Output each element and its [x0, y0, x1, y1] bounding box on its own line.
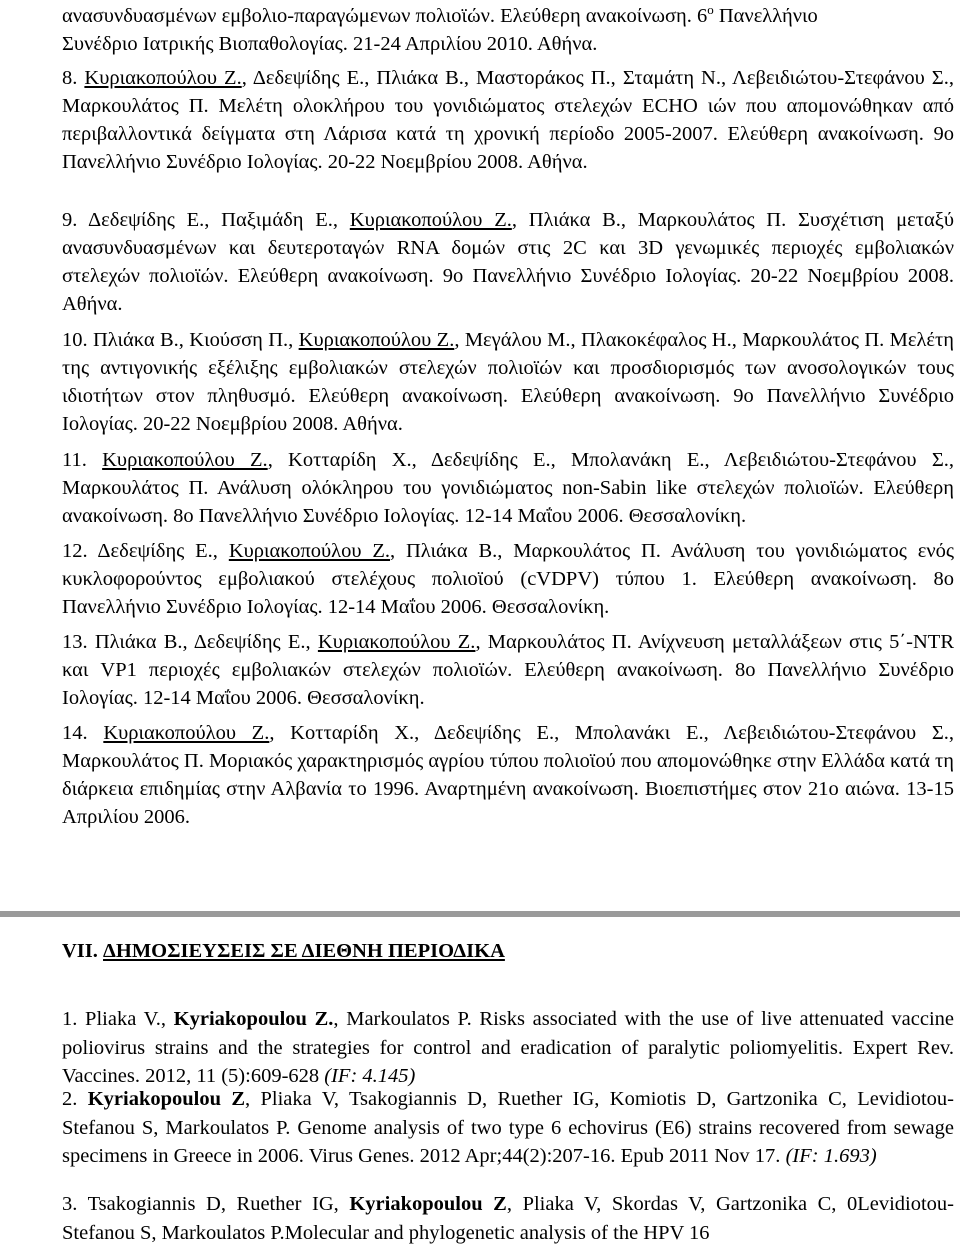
reference-13: [62, 628, 954, 712]
reference-number: 13.: [62, 631, 88, 653]
author-highlight: Κυριακοπούλου Ζ.: [84, 67, 242, 89]
reference-text: , Κοτταρίδη Χ., Δεδεψίδης Ε., Μπολανάκι Ε., Λεβειδιώτου-Στεφάνου Σ., Μαρκουλάτος Π. Μοριακός χαρακτηρισμός αγρίου τύπου πολιοϊού που απομονώθηκε στην Ελλάδα κατά τη διάρκεια επιδημίας στην Αλβανία το 1996. Αναρτημένη ανακοίνωση. Βιοεπιστήμες στον 21ο αιώνα. 13-15 Απριλίου 2006.: [62, 722, 955, 828]
impact-factor: (IF: 4.145): [324, 1065, 416, 1087]
reference-number: 8.: [62, 67, 78, 89]
reference-number: 9.: [62, 209, 78, 231]
section-title: ΔΗΜΟΣΙΕΥΣΕΙΣ ΣΕ ΔΙΕΘΝΗ ΠΕΡΙΟΔΙΚΑ: [103, 940, 505, 962]
reference-text: , Κοτταρίδη Χ., Δεδεψίδης Ε., Μπολανάκη Ε., Λεβειδιώτου-Στεφάνου Σ., Μαρκουλάτος Π. Ανάλυση ολόκληρου του γονιδιώματος non-Sabin like στελεχών πολιοϊών. Ελεύθερη ανακοίνωση. 8ο Πανελλήνιο Συνέδριο Ιολογίας. 12-14 Μαΐου 2006. Θεσσαλονίκη.: [62, 449, 954, 527]
author-highlight: Kyriakopoulou Z: [87, 1088, 246, 1110]
reference-7-continuation: [62, 2, 954, 58]
intro-text: ανασυνδυασμένων εμβολιο-παραγώμενων πολιοϊών. Ελεύθερη ανακοίνωση. 6: [62, 5, 708, 27]
reference-authors: Δεδεψίδης Ε.,: [97, 540, 229, 562]
reference-14: [62, 719, 954, 831]
publication-text: , Pliaka V, Tsakogiannis D, Ruether IG, Komiotis D, Gartzonika C, Levidiotou-Stefanou S, Markoulatos P. Genome analysis of two type 6 echovirus (E6) strains recovered from sewage specimens in Greece in 2006. Virus Genes. 2012 Apr;44(2):207-16. Epub 2011 Nov 17.: [62, 1088, 955, 1167]
publication-authors: Tsakogiannis D, Ruether IG,: [87, 1193, 350, 1215]
author-highlight: Κυριακοπούλου Ζ.: [349, 209, 512, 231]
publication-number: 3.: [62, 1193, 78, 1215]
section-divider: [0, 911, 960, 917]
publication-text: , Markoulatos P. Risks associated with the use of live attenuated vaccine poliovirus strains and the strategies for control and eradication of paralytic poliomyelitis. Expert Rev. Vaccines. 2012, 11 (5):609-628: [62, 1008, 954, 1087]
reference-number: 10.: [62, 329, 88, 351]
publication-3: [62, 1190, 954, 1247]
reference-8: [62, 64, 954, 176]
reference-12: [62, 537, 954, 621]
publication-authors: Pliaka V.,: [85, 1008, 174, 1030]
author-highlight: Κυριακοπούλου Ζ.: [103, 722, 270, 744]
author-highlight: Kyriakopoulou Z: [349, 1193, 507, 1215]
publication-1-text: [62, 1005, 954, 1091]
author-highlight: Κυριακοπούλου Ζ.: [298, 329, 455, 351]
publication-number: 1.: [62, 1008, 78, 1030]
impact-factor: (IF: 1.693): [785, 1145, 877, 1167]
reference-authors: Δεδεψίδης Ε., Παξιμάδη Ε.,: [88, 209, 350, 231]
reference-9: [62, 206, 954, 318]
author-highlight: Kyriakopoulou Z.: [173, 1008, 334, 1030]
reference-number: 12.: [62, 540, 88, 562]
author-highlight: Κυριακοπούλου Ζ.: [317, 631, 476, 653]
reference-text: , Μεγάλου Μ., Πλακοκέφαλος Η., Μαρκουλάτος Π. Μελέτη της αντιγονικής εξέλιξης εμβολιακών στελεχών πολιοϊών και προσδιορισμός των ανοσολογικών τους ιδιοτήτων στον πληθυσμό. Ελεύθερη ανακοίνωση. Ελεύθερη ανακοίνωση. 9ο Πανελλήνιο Συνέδριο Ιολογίας. 20-22 Νοεμβρίου 2008. Αθήνα.: [62, 329, 955, 435]
reference-authors: Πλιάκα Β., Δεδεψίδης Ε.,: [94, 631, 318, 653]
author-highlight: Κυριακοπούλου Ζ.: [228, 540, 390, 562]
reference-10: [62, 326, 954, 438]
reference-authors: Πλιάκα Β., Κιούσση Π.,: [93, 329, 299, 351]
reference-11: [62, 446, 954, 530]
reference-text: , Δεδεψίδης Ε., Πλιάκα Β., Μαστοράκος Π., Σταμάτη Ν., Λεβειδιώτου-Στεφάνου Σ., Μαρκουλάτος Π. Μελέτη ολοκλήρου του γονιδιώματος στελεχών ECHO ιών που απομονώθηκαν από περιβαλλοντικά δείγματα στη Λάρισα κατά τη χρονική περίοδο 2005-2007. Ελεύθερη ανακοίνωση. 9ο Πανελλήνιο Συνέδριο Ιολογίας. 20-22 Νοεμβρίου 2008. Αθήνα.: [62, 67, 954, 173]
intro-text-line2: Συνέδριο Ιατρικής Βιοπαθολογίας. 21-24 Απριλίου 2010. Αθήνα.: [62, 33, 598, 55]
reference-number: 14.: [62, 722, 88, 744]
reference-text: , Πλιάκα Β., Μαρκουλάτος Π. Συσχέτιση μεταξύ ανασυνδυασμένων και δευτεροταγών RNA δομών στις 2C και 3D γενωμικές περιοχές εμβολιακών στελεχών πολιοϊών. Ελεύθερη ανακοίνωση. 9ο Πανελλήνιο Συνέδριο Ιολογίας. 20-22 Νοεμβρίου 2008. Αθήνα.: [62, 209, 954, 315]
publication-text: , Pliaka V, Skordas V, Gartzonika C, 0Levidiotou-Stefanou S, Markoulatos P.Molecular and phylogenetic analysis of the HPV 16: [62, 1193, 955, 1244]
ordinal-superscript: ο: [707, 2, 714, 18]
section-heading: [62, 938, 505, 964]
section-number: VII.: [62, 940, 104, 962]
publication-2: [62, 1085, 954, 1171]
reference-text: , Μαρκουλάτος Π. Ανίχνευση μεταλλάξεων στις 5΄-NTR και VP1 περιοχές εμβολιακών στελεχών πολιοϊών. Ελεύθερη ανακοίνωση. 8ο Πανελλήνιο Συνέδριο Ιολογίας. 12-14 Μαΐου 2006. Θεσσαλονίκη.: [62, 631, 955, 709]
reference-text: , Πλιάκα Β., Μαρκουλάτος Π. Ανάλυση του γονιδιώματος ενός κυκλοφορούντος εμβολιακού στελέχους πολιοϊού (cVDPV) τύπου 1. Ελεύθερη ανακοίνωση. 8ο Πανελλήνιο Συνέδριο Ιολογίας. 12-14 Μαΐου 2006. Θεσσαλονίκη.: [62, 540, 955, 618]
intro-text-tail: Πανελλήνιο: [713, 5, 818, 27]
author-highlight: Κυριακοπούλου Ζ.: [102, 449, 268, 471]
publication-number: 2.: [62, 1088, 78, 1110]
reference-number: 11.: [62, 449, 87, 471]
